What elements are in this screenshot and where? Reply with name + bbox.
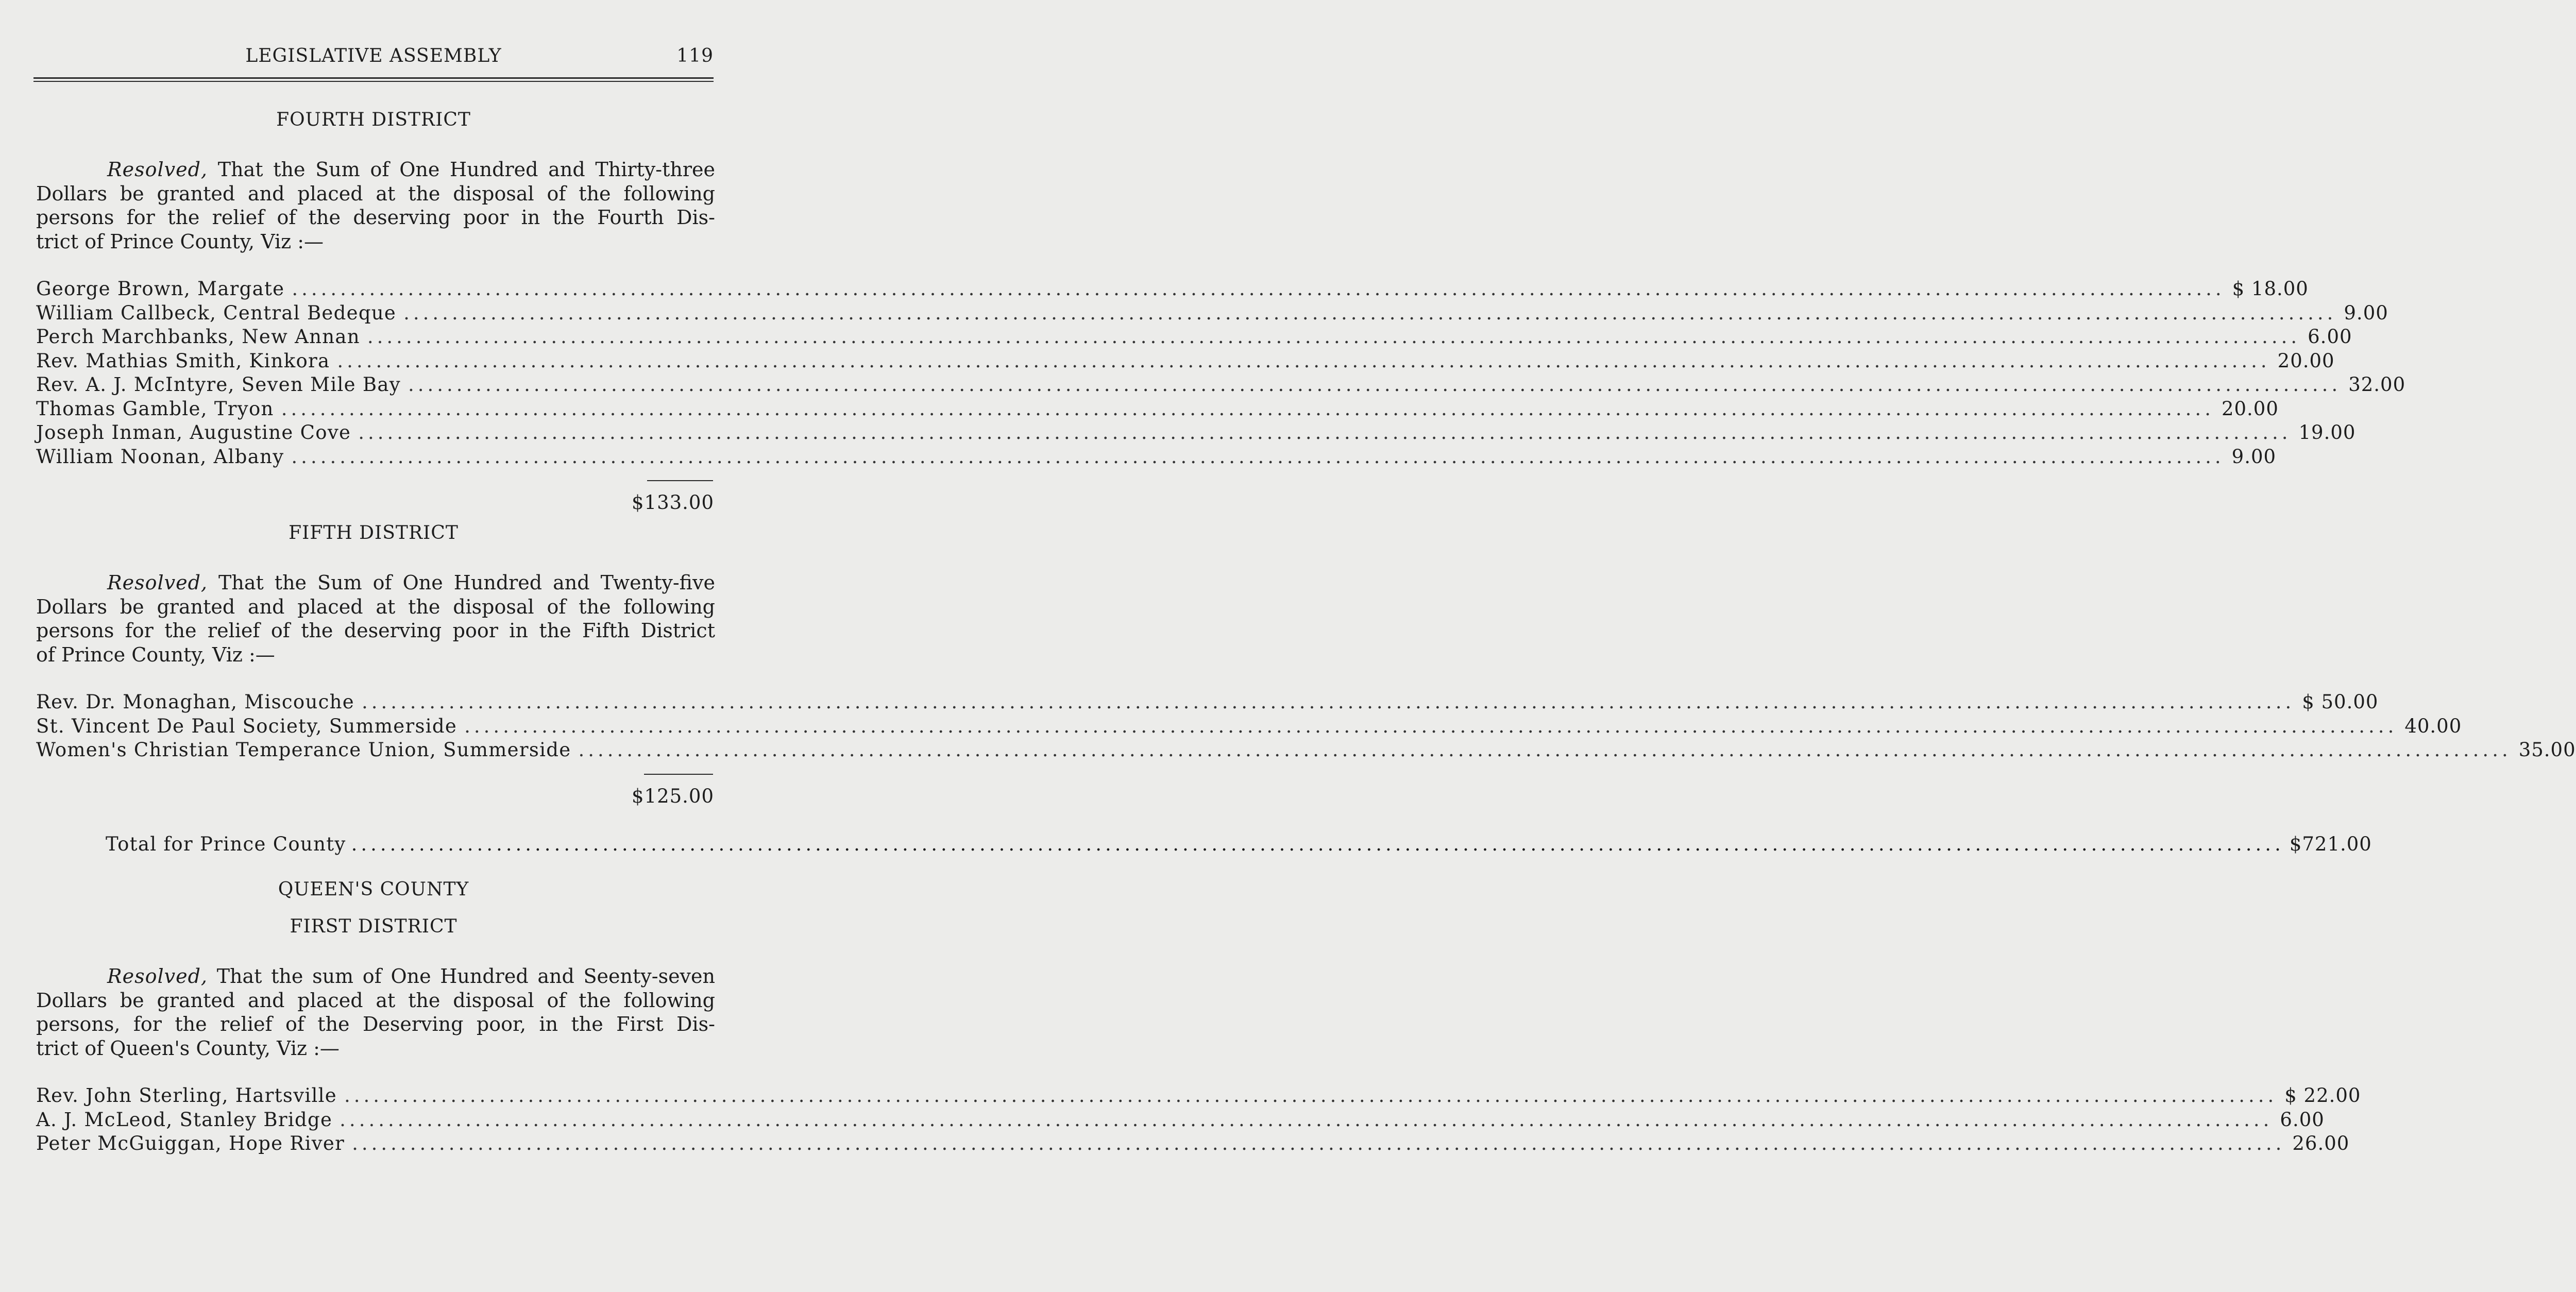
header-rule-top: [33, 77, 714, 79]
resolved-word: Resolved,: [107, 158, 208, 181]
resolution-line: trict of Queen's County, Viz :—: [36, 1036, 340, 1060]
resolution-line: persons for the relief of the deserving poor in the Fifth District: [36, 619, 715, 642]
list-item: William Callbeck, Central Bedeque ........................................................................................................................................................................................................ 9.00: [36, 301, 715, 326]
subtotal-rule: [647, 480, 713, 481]
page-number: 119: [676, 45, 714, 66]
dot-leader: ........................................................................................................................................................................................................: [403, 301, 2337, 324]
dot-leader: ........................................................................................................................................................................................................: [361, 691, 2295, 713]
dot-leader: ........................................................................................................................................................................................................: [578, 739, 2512, 761]
dot-leader: ........................................................................................................................................................................................................: [351, 833, 2284, 855]
list-item: George Brown, Margate ........................................................................................................................................................................................................ $ 18.00: [36, 277, 715, 301]
list-item: Women's Christian Temperance Union, Summerside ........................................................................................................................................................................................................ 35.00: [36, 738, 715, 762]
dot-leader: ........................................................................................................................................................................................................: [367, 326, 2301, 348]
fifth-district-subtotal: $125.00: [631, 785, 714, 807]
dot-leader: ........................................................................................................................................................................................................: [408, 373, 2342, 396]
resolved-word: Resolved,: [107, 571, 208, 594]
fifth-district-entries: [36, 690, 2576, 762]
fifth-district-resolution: [36, 571, 715, 667]
resolution-line: Dollars be granted and placed at the disposal of the following: [36, 182, 715, 205]
list-item: Joseph Inman, Augustine Cove ........................................................................................................................................................................................................ 19.00: [36, 421, 715, 445]
queens-county-heading: QUEEN'S COUNTY: [278, 879, 469, 900]
dot-leader: ........................................................................................................................................................................................................: [340, 1108, 2273, 1131]
resolution-line: Dollars be granted and placed at the disposal of the following: [36, 989, 715, 1012]
list-item: Peter McGuiggan, Hope River ........................................................................................................................................................................................................ 26.00: [36, 1132, 715, 1156]
prince-county-total: [106, 832, 2372, 857]
dot-leader: ........................................................................................................................................................................................................: [337, 349, 2270, 372]
resolution-line: persons for the relief of the deserving poor in the Fourth Dis-: [36, 206, 715, 229]
resolution-line: Resolved, That the sum of One Hundred and Seenty-seven: [107, 965, 715, 988]
dot-leader: ........................................................................................................................................................................................................: [344, 1084, 2278, 1107]
fourth-district-resolution: [36, 158, 715, 253]
fourth-district-heading: FOURTH DISTRICT: [276, 109, 471, 130]
dot-leader: ........................................................................................................................................................................................................: [358, 421, 2292, 444]
queens-first-district-entries: [36, 1084, 2361, 1156]
resolution-line: of Prince County, Viz :—: [36, 643, 275, 666]
resolved-word: Resolved,: [107, 965, 208, 988]
list-item: Thomas Gamble, Tryon ........................................................................................................................................................................................................ 20.00: [36, 397, 715, 421]
list-item: A. J. McLeod, Stanley Bridge ........................................................................................................................................................................................................ 6.00: [36, 1108, 715, 1132]
list-item: Rev. A. J. McIntyre, Seven Mile Bay ........................................................................................................................................................................................................ 32.00: [36, 373, 715, 397]
resolution-line: persons, for the relief of the Deserving poor, in the First Dis-: [36, 1013, 715, 1035]
dot-leader: ........................................................................................................................................................................................................: [292, 278, 2225, 300]
dot-leader: ........................................................................................................................................................................................................: [352, 1132, 2285, 1154]
fourth-district-entries: [36, 277, 2406, 469]
subtotal-rule: [644, 774, 713, 775]
queens-first-district-resolution: [36, 964, 715, 1060]
resolution-line: trict of Prince County, Viz :—: [36, 230, 324, 253]
header-rule-bottom: [33, 81, 714, 82]
dot-leader: ........................................................................................................................................................................................................: [291, 445, 2225, 468]
list-item: St. Vincent De Paul Society, Summerside ........................................................................................................................................................................................................ 40.00: [36, 715, 715, 739]
fourth-district-subtotal: $133.00: [631, 491, 714, 514]
total-amount: $721.00: [2289, 833, 2372, 855]
running-header: [33, 43, 714, 74]
fifth-district-heading: FIFTH DISTRICT: [289, 522, 459, 543]
list-item: Rev. John Sterling, Hartsville ........................................................................................................................................................................................................ $ 22.00: [36, 1084, 715, 1108]
running-title: LEGISLATIVE ASSEMBLY: [245, 45, 502, 66]
total-label: Total for Prince County: [106, 833, 346, 855]
list-item: Rev. Dr. Monaghan, Miscouche ........................................................................................................................................................................................................ $ 50.00: [36, 690, 715, 715]
dot-leader: ........................................................................................................................................................................................................: [464, 715, 2398, 737]
resolution-line: Resolved, That the Sum of One Hundred and Twenty-five: [107, 571, 715, 594]
list-item: William Noonan, Albany ........................................................................................................................................................................................................ 9.00: [36, 445, 715, 469]
dot-leader: ........................................................................................................................................................................................................: [281, 397, 2214, 420]
queens-first-district-heading: FIRST DISTRICT: [290, 916, 457, 937]
list-item: Rev. Mathias Smith, Kinkora ........................................................................................................................................................................................................ 20.00: [36, 349, 715, 373]
resolution-line: Resolved, That the Sum of One Hundred and Thirty-three: [107, 158, 715, 181]
resolution-line: Dollars be granted and placed at the disposal of the following: [36, 595, 715, 618]
list-item: Perch Marchbanks, New Annan ........................................................................................................................................................................................................ 6.00: [36, 325, 715, 349]
